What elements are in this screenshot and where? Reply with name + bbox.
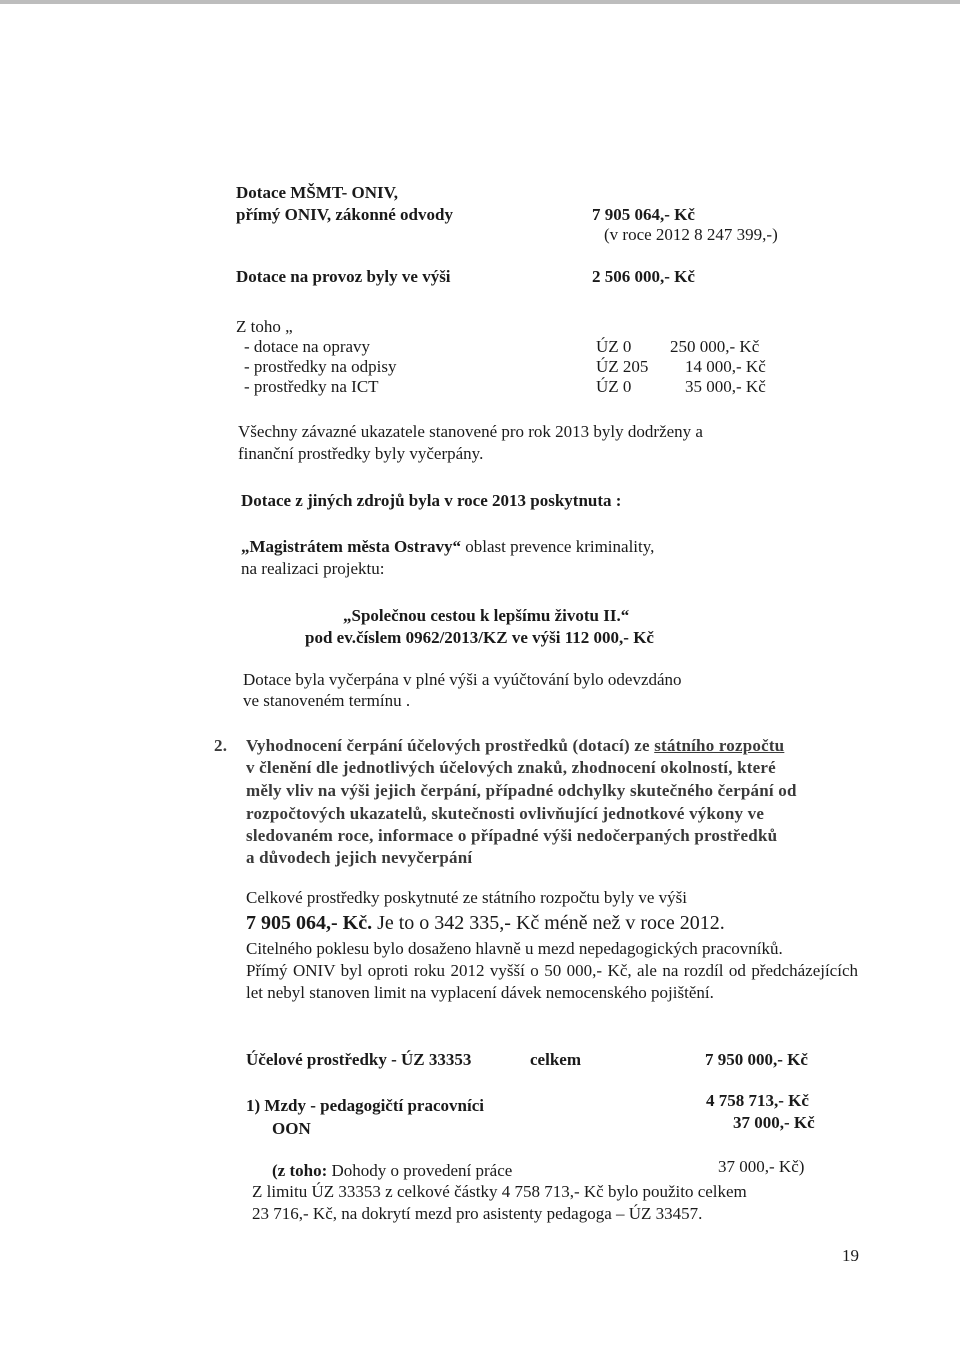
ucelove-label: Účelové prostředky - ÚZ 33353 bbox=[246, 1050, 472, 1069]
dohody-text: Dohody o provedení práce bbox=[327, 1161, 513, 1180]
oniv-note: (v roce 2012 8 247 399,-) bbox=[604, 225, 778, 244]
total-line-3: Citelného poklesu bylo dosaženo hlavně u mezd nepedagogických pracovníků. bbox=[246, 939, 783, 958]
oniv-amount: 7 905 064,- Kč bbox=[592, 205, 695, 224]
breakdown-item-label: - prostředky na odpisy bbox=[244, 357, 397, 376]
magistrat-rest: oblast prevence kriminality, bbox=[461, 537, 655, 556]
breakdown-item-label: - prostředky na ICT bbox=[244, 377, 379, 396]
project-intro: na realizaci projektu: bbox=[241, 559, 385, 578]
breakdown-item-uz: ÚZ 205 bbox=[596, 357, 649, 376]
dohody-amount: 37 000,- Kč) bbox=[718, 1157, 805, 1176]
ucelove-celkem: celkem bbox=[530, 1050, 581, 1069]
oniv-title-2: přímý ONIV, zákonné odvody bbox=[236, 205, 453, 224]
provoz-amount: 2 506 000,- Kč bbox=[592, 267, 695, 286]
breakdown-item-amount: 35 000,- Kč bbox=[685, 377, 766, 396]
other-sources-heading: Dotace z jiných zdrojů byla v roce 2013 poskytnuta : bbox=[241, 491, 622, 510]
breakdown-intro: Z toho „ bbox=[236, 317, 293, 336]
total-line-2 bbox=[246, 911, 725, 936]
mzdy-amount: 4 758 713,- Kč bbox=[706, 1091, 809, 1110]
ucelove-amount: 7 950 000,- Kč bbox=[705, 1050, 808, 1069]
breakdown-item-uz: ÚZ 0 bbox=[596, 337, 632, 356]
section-2-underlined: státního rozpočtu bbox=[654, 736, 785, 755]
summary-line-2: finanční prostředky byly vyčerpány. bbox=[238, 444, 484, 463]
mzdy-label: 1) Mzdy - pedagogičtí pracovníci bbox=[246, 1096, 484, 1115]
breakdown-item-label: - dotace na opravy bbox=[244, 337, 371, 356]
oon-amount: 37 000,- Kč bbox=[733, 1113, 815, 1132]
used-line-1: Dotace byla vyčerpána v plné výši a vyúčtování bylo odevzdáno bbox=[243, 670, 682, 689]
section-2-line-1-text: Vyhodnocení čerpání účelových prostředků (dotací) ze bbox=[246, 736, 655, 755]
breakdown-item-uz: ÚZ 0 bbox=[596, 377, 632, 396]
section-2-number: 2. bbox=[214, 736, 228, 755]
section-2-line-5: sledovaném roce, informace o případné výši nedočerpaných prostředků bbox=[246, 826, 778, 845]
breakdown-item-amount: 14 000,- Kč bbox=[685, 357, 766, 376]
provoz-label: Dotace na provoz byly ve výši bbox=[236, 267, 451, 286]
limit-line-1: Z limitu ÚZ 33353 z celkové částky 4 758 713,- Kč bylo použito celkem bbox=[252, 1182, 747, 1201]
total-line-1: Celkové prostředky poskytnuté ze státního rozpočtu byly ve výši bbox=[246, 888, 687, 907]
total-comparison: Je to o 342 335,- Kč méně než v roce 2012. bbox=[372, 912, 725, 934]
dohody-line bbox=[272, 1160, 512, 1181]
project-reference: pod ev.číslem 0962/2013/KZ ve výši 112 000,- Kč bbox=[305, 628, 654, 647]
oniv-title-1: Dotace MŠMT- ONIV, bbox=[236, 183, 398, 202]
scan-top-border bbox=[0, 0, 960, 4]
oniv-comment: Přímý ONIV byl oproti roku 2012 vyšší o 50 000,- Kč, ale na rozdíl od předcházejících let nebyl stanoven limit na vyplacení dávek nemocenského pojištění. bbox=[246, 961, 858, 1002]
section-2-line-3: měly vliv na výši jejich čerpání, případné odchylky skutečného čerpání od bbox=[246, 781, 797, 800]
oon-label: OON bbox=[272, 1119, 311, 1138]
section-2-line-2: v členění dle jednotlivých účelových znaků, zhodnocení okolností, které bbox=[246, 758, 776, 777]
section-2-line-1 bbox=[246, 735, 784, 756]
magistrat-line bbox=[241, 536, 654, 557]
magistrat-name: „Magistrátem města Ostravy“ bbox=[241, 537, 461, 556]
summary-line-1: Všechny závazné ukazatele stanovené pro rok 2013 byly dodrženy a bbox=[238, 422, 703, 441]
page-number: 19 bbox=[842, 1246, 859, 1265]
total-amount: 7 905 064,- Kč. bbox=[246, 912, 373, 934]
section-2-line-6: a důvodech jejich nevyčerpání bbox=[246, 848, 473, 867]
limit-line-2: 23 716,- Kč, na dokrytí mezd pro asistenty pedagoga – ÚZ 33457. bbox=[252, 1204, 703, 1223]
dohody-bold: (z toho: bbox=[272, 1161, 328, 1180]
section-2-line-4: rozpočtových ukazatelů, skutečnosti ovlivňující jednotkové výkony ve bbox=[246, 804, 765, 823]
breakdown-item-amount: 250 000,- Kč bbox=[670, 337, 760, 356]
used-line-2: ve stanoveném termínu . bbox=[243, 691, 411, 710]
project-name: „Společnou cestou k lepšímu životu II.“ bbox=[343, 606, 630, 625]
